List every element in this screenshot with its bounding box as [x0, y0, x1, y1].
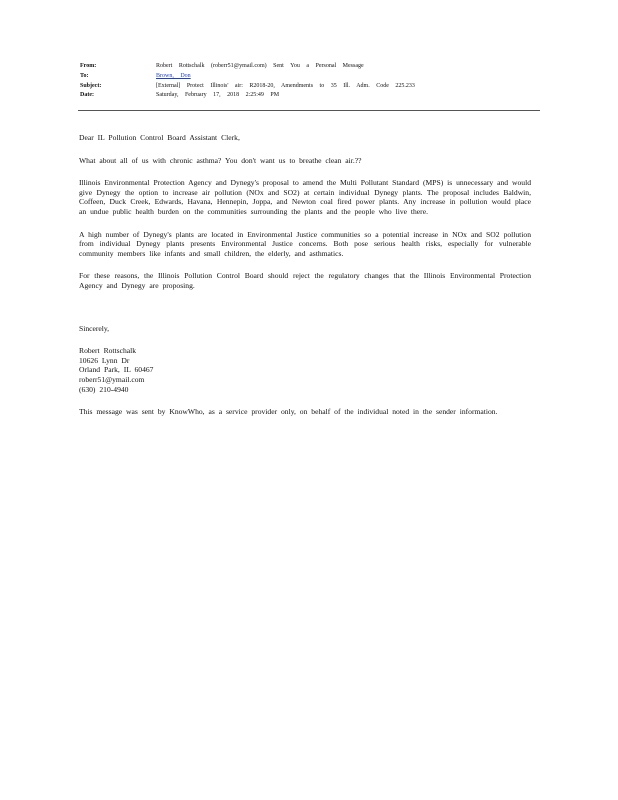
- to-recipient-link[interactable]: Brown, Don: [156, 72, 191, 79]
- signature-block: [79, 346, 531, 394]
- paragraph-4: For these reasons, the Illinois Pollution Control Board should reject the regulatory changes that the Illinois Environmental Protection Agency and Dynegy are proposing.: [79, 271, 531, 290]
- signature-phone: (630) 210-4940: [79, 384, 129, 394]
- footer-note: This message was sent by KnowWho, as a service provider only, on behalf of the individual noted in the sender information.: [79, 407, 498, 417]
- signature-name: Robert Rottschalk: [79, 346, 137, 356]
- greeting: Dear IL Pollution Control Board Assistant Clerk,: [79, 133, 240, 142]
- from-value: Robert Rottschalk (roberr51@ymail.com) Sent You a Personal Message: [156, 63, 364, 69]
- closing: Sincerely,: [79, 323, 110, 333]
- email-header: [80, 62, 540, 101]
- paragraph-2: Illinois Environmental Protection Agency and Dynegy's proposal to amend the Multi Pollutant Standard (MPS) is unnecessary and would give Dynegy the option to increase air pollution (NOx and SO2) at certain individual Dynegy plants. The proposal includes Baldwin, Coffeen, Duck Creek, Edwards, Havana, Hennepin, Joppa, and Newton coal fired power plants. Any increase in pollution would place an undue public health burden on the communities surrounding the plants and the people who live there.: [79, 178, 531, 216]
- signature-email: roberr51@ymail.com: [79, 374, 145, 384]
- letter-body: [79, 133, 531, 430]
- header-subject-row: [80, 82, 540, 92]
- header-to-row: [80, 72, 540, 82]
- subject-value: [External] Protect Illinois' air: R2018-20, Amendments to 35 Ill. Adm. Code 225.233: [156, 82, 415, 89]
- header-from-row: [80, 62, 540, 72]
- from-label: From:: [80, 63, 97, 69]
- to-label: To:: [80, 72, 89, 79]
- signature-city: Orland Park, IL 60467: [79, 365, 154, 375]
- paragraph-3: A high number of Dynegy's plants are located in Environmental Justice communities so a potential increase in NOx and SO2 pollution from individual Dynegy plants presents Environmental Justice concerns. Both pose serious health risks, especially for vulnerable community members like infants and small children, the elderly, and asthmatics.: [79, 229, 531, 258]
- header-divider: [78, 110, 540, 111]
- date-label: Date:: [80, 92, 94, 99]
- paragraph-1: What about all of us with chronic asthma? You don't want us to breathe clean air.??: [79, 155, 362, 165]
- date-value: Saturday, February 17, 2018 2:25:49 PM: [156, 92, 280, 99]
- header-date-row: [80, 91, 540, 101]
- subject-label: Subject:: [80, 82, 102, 89]
- signature-street: 10626 Lynn Dr: [79, 355, 130, 365]
